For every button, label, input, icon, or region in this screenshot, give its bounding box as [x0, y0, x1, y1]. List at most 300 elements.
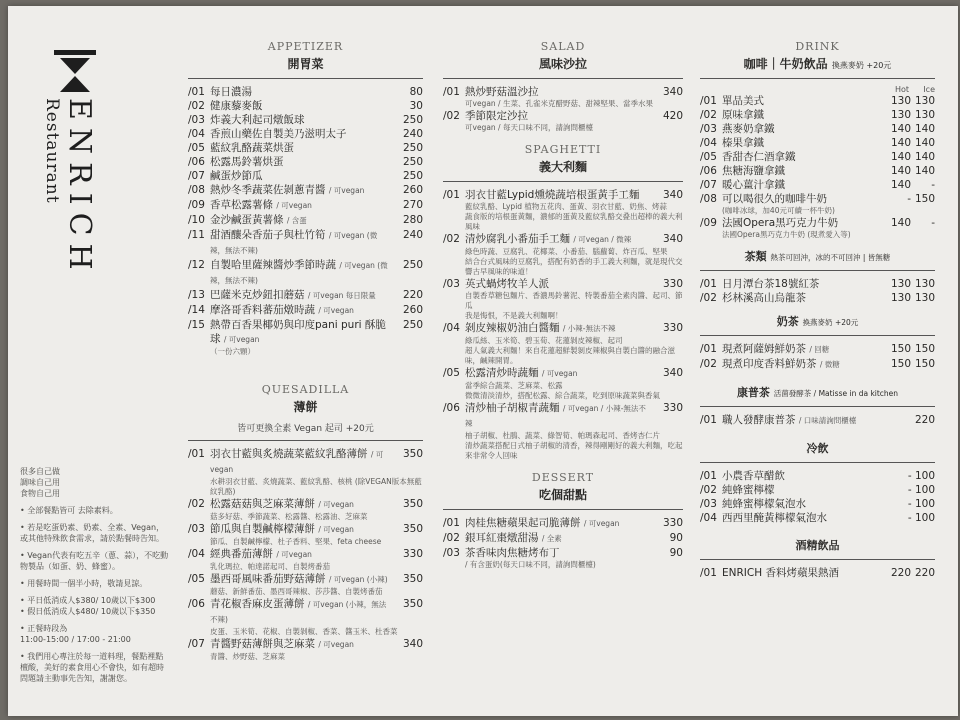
item-name	[722, 122, 887, 136]
item-description: 藍紋乳酪、Lypid 植物五花肉、蛋黃、羽衣甘藍、奶焦、烤蒜 蔬食版的培根蛋黃麵，濃郁的蛋黃及藍紋乳酪交叠出超棒的義大利風味	[465, 202, 683, 231]
column-1	[188, 40, 423, 662]
item-name-text: 巴薩米克炒鈕扣蘑菇	[210, 289, 305, 301]
menu-item-row	[700, 94, 935, 108]
divider	[700, 406, 935, 407]
item-number: /01	[188, 86, 205, 98]
item-tag: / 回糖	[809, 345, 830, 354]
item-price: 330	[662, 278, 683, 290]
item-name	[722, 511, 889, 525]
item-name	[210, 497, 389, 512]
item-tag: / 可vegan	[210, 450, 384, 474]
item-name	[465, 232, 649, 247]
hot-ice-header	[700, 85, 935, 94]
drink-heading-en: DRINK	[795, 40, 840, 53]
item-number: /02	[700, 484, 717, 496]
item-tag: / 可vegan	[276, 550, 312, 559]
item-price: 340	[662, 86, 683, 98]
menu-item-row	[700, 150, 935, 164]
item-number: /10	[188, 214, 205, 226]
item-price: 330	[662, 517, 683, 529]
item-tag: / 可vegan	[583, 519, 620, 528]
spaghetti-heading-en: SPAGHETTI	[524, 143, 602, 156]
menu-item-row	[700, 136, 935, 150]
item-name-text: ENRICH 香料烤蘋果熱酒	[722, 567, 839, 579]
item-name	[210, 228, 389, 258]
brand-name: ENRICH	[62, 98, 97, 278]
item-number: /08	[188, 184, 205, 196]
item-description: 皮蛋、玉米筍、花椒、自製剝椒、香菜、醬玉米、杜香菜	[210, 627, 398, 636]
item-name	[210, 522, 389, 537]
item-price-ice: 150	[914, 343, 935, 355]
item-number: /08	[700, 193, 717, 205]
item-description: 綠瓜絲、玉米筍、碧玉荀、花蓮剝皮辣椒、起司 超人氣義大利麵！來自花蓮超鮮製剝皮辣椒與自製白醬的融合滋味，鹹辣開胃。	[465, 336, 675, 365]
item-name-text: 西西里醃黃檸檬氣泡水	[722, 512, 827, 524]
item-number: /02	[188, 100, 205, 112]
item-price: - 100	[907, 512, 935, 524]
item-name-text: 清炒腐乳小番茄手工麵	[465, 233, 570, 245]
item-price-ice: 140	[914, 165, 935, 177]
item-name-text: 每日濃湯	[210, 86, 252, 98]
menu-item-row	[700, 216, 935, 230]
item-tag: / 可vegan (微辣，無法不辣)	[210, 261, 388, 285]
appetizer-heading-zh: 開胃菜	[287, 57, 324, 71]
tea-list	[700, 277, 935, 305]
item-price: 340	[402, 638, 423, 650]
item-price: 330	[402, 548, 423, 560]
item-name	[465, 531, 649, 546]
drink-zh-note: 換燕麥奶 +20元	[831, 61, 892, 70]
item-price: 340	[662, 189, 683, 201]
item-name-text: 焦糖海鹽拿鐵	[722, 165, 785, 177]
spaghetti-list	[443, 188, 683, 461]
item-name-text: 現煮阿薩姆鮮奶茶	[722, 343, 806, 355]
item-price: 220	[914, 414, 935, 426]
item-price: 260	[402, 304, 423, 316]
item-description: 蘑菇、新鮮番茄、墨西哥辣椒、莎莎醬、自製烤番茄	[210, 587, 383, 596]
dessert-heading-zh: 吃個甜點	[538, 488, 587, 502]
kombucha-note: 活菌發酵茶 / Matisse in da kitchen	[773, 389, 899, 398]
item-number: /05	[188, 573, 205, 585]
item-price-hot: 130	[890, 95, 911, 107]
item-name	[210, 288, 389, 303]
item-price-ice: 140	[914, 123, 935, 135]
item-number: /01	[443, 86, 460, 98]
menu-item-row	[188, 522, 423, 537]
item-tag: / 可vegan	[328, 186, 365, 195]
item-description: 菇多好菇、季節蔬菜、松露醬、松露油、芝麻菜	[210, 512, 368, 521]
item-name	[722, 342, 887, 357]
item-price-hot: 130	[890, 292, 911, 304]
item-price: 260	[402, 184, 423, 196]
alcohol-list	[700, 566, 935, 580]
item-name	[210, 318, 389, 347]
item-name	[465, 321, 649, 336]
salad-list	[443, 85, 683, 133]
item-name-text: 香煎山藥佐自製美乃滋明太子	[210, 128, 347, 140]
menu-item-row	[443, 85, 683, 99]
menu-item-row	[443, 546, 683, 560]
item-tag: / 可vegan	[318, 525, 354, 534]
drink-heading-zh	[700, 55, 935, 72]
item-name-text: 健康藜麥飯	[210, 100, 263, 112]
item-name-text: 肉桂焦糖蘋果起司脆薄餅	[465, 517, 581, 529]
item-number: /06	[188, 598, 205, 610]
item-name-text: 青醬野菇薄餅與芝麻菜	[210, 638, 315, 650]
menu-sheet	[8, 6, 958, 716]
item-price: 340	[662, 233, 683, 245]
item-name	[210, 99, 389, 113]
item-number: /09	[188, 199, 205, 211]
item-price: 250	[402, 319, 423, 331]
menu-item-row	[443, 232, 683, 247]
item-name	[465, 401, 649, 431]
item-name	[722, 497, 889, 511]
menu-item-row	[700, 566, 935, 580]
item-price-ice: -	[931, 217, 935, 229]
item-price-ice: -	[931, 179, 935, 191]
item-number: /01	[700, 278, 717, 290]
item-description: 綠色時蔬、豆腐乳、花椰菜、小番茄、腦蘿蔔、炸百瓜、堅果 結合台式風味的豆腐乳，搭配有奶香的手工義大利麵，就是現代交響古早風味的味道！	[465, 247, 683, 276]
item-name	[722, 277, 887, 291]
appetizer-last-desc: （一份六顆）	[210, 347, 255, 356]
item-name	[210, 213, 389, 228]
item-price: 250	[402, 114, 423, 126]
item-price: 420	[662, 110, 683, 122]
item-name	[722, 483, 889, 497]
menu-item-row	[700, 291, 935, 305]
menu-item-row	[188, 572, 423, 587]
item-name-text: 清炒柚子胡椒青蔬麵	[465, 402, 560, 414]
item-number: /02	[700, 358, 717, 370]
item-tag: / 可vegan	[318, 306, 354, 315]
menu-item-row	[188, 318, 423, 347]
item-number: /03	[188, 523, 205, 535]
menu-item-row	[443, 188, 683, 202]
item-name	[722, 413, 901, 428]
divider	[700, 270, 935, 271]
item-tag: / 可vegan / 微辣	[573, 235, 632, 244]
item-name	[210, 127, 389, 141]
item-price: - 100	[907, 498, 935, 510]
item-number: /03	[443, 278, 460, 290]
item-name-text: 松露清炒時蔬麵	[465, 367, 539, 379]
menu-item-row	[443, 401, 683, 431]
item-name-text: 藍紋乳酪蔬菜烘蛋	[210, 142, 294, 154]
appetizer-heading-en: APPETIZER	[267, 40, 344, 53]
item-name	[210, 113, 389, 127]
dessert-heading-en: DESSERT	[531, 471, 595, 484]
item-name-text: 自製哈里薩辣醬炒季節時蔬	[210, 259, 336, 271]
item-price: 330	[662, 402, 683, 414]
menu-item-row	[700, 192, 935, 206]
item-number: /02	[188, 498, 205, 510]
item-name	[210, 303, 389, 318]
item-name-text: 青花椒香麻皮蛋薄餅	[210, 598, 305, 610]
item-description: 當季綜合蔬菜、芝麻菜、松露 微微清淡清炒，搭配松露、綜合蔬菜，吃到原味蔬菜與香氣	[465, 381, 660, 400]
item-name	[465, 516, 649, 531]
item-price: 340	[662, 367, 683, 379]
spaghetti-heading-zh: 義大利麵	[538, 160, 587, 174]
item-name	[210, 183, 389, 198]
menu-item-row	[443, 321, 683, 336]
item-price-ice: 150	[914, 358, 935, 370]
tea-zh-label: 茶類	[744, 250, 767, 263]
item-name-text: 日月潭台茶18號紅茶	[722, 278, 820, 290]
item-name-text: 單品美式	[722, 95, 764, 107]
item-description: (咖啡冰球，加40元可續一杯牛奶)	[722, 206, 835, 215]
item-price-hot: 140	[890, 137, 911, 149]
sidebar-note-item: • 正餐時段為 11:00-15:00 / 17:00 - 21:00	[20, 624, 131, 644]
item-price-hot: 140	[890, 217, 911, 229]
item-number: /05	[188, 142, 205, 154]
menu-item-row	[188, 183, 423, 198]
item-name-text: 現煮印度香料鮮奶茶	[722, 358, 817, 370]
item-number: /03	[700, 498, 717, 510]
item-name-text: 職人發酵康普茶	[722, 414, 796, 426]
cold-heading: 冷飲	[806, 442, 829, 455]
divider	[443, 181, 683, 182]
item-number: /01	[700, 95, 717, 107]
menu-item-row	[700, 178, 935, 192]
item-name-text: 摩洛哥香料蕃茄燉時蔬	[210, 304, 315, 316]
quesadilla-heading-en: QUESADILLA	[261, 383, 350, 396]
menu-item-row	[443, 109, 683, 123]
item-description: 節瓜、自製鹹檸檬、杜子香料、堅果、feta cheese	[210, 537, 382, 546]
item-number: /04	[188, 128, 205, 140]
item-number: /12	[188, 259, 205, 271]
menu-item-row	[188, 113, 423, 127]
item-number: /05	[700, 151, 717, 163]
item-price-hot: 220	[890, 567, 911, 579]
item-name	[722, 291, 887, 305]
sidebar-note-item: • 全部餐點皆可 去除素料。	[20, 506, 118, 515]
menu-item-row	[443, 531, 683, 546]
item-price-ice: 140	[914, 151, 935, 163]
menu-item-row	[188, 303, 423, 318]
item-tag: / 可vegan	[318, 500, 354, 509]
item-name	[210, 169, 389, 183]
menu-item-row	[188, 169, 423, 183]
item-price: 30	[409, 100, 423, 112]
quesadilla-note: 皆可更換全素 Vegan 起司 +20元	[237, 424, 374, 434]
menu-item-row	[188, 155, 423, 169]
kombucha-zh-label: 康普茶	[736, 386, 770, 399]
item-name	[210, 637, 389, 652]
menu-item-row	[188, 127, 423, 141]
item-number: /06	[443, 402, 460, 414]
item-tag: / 微糖	[819, 360, 840, 369]
item-name	[722, 469, 889, 483]
item-number: /03	[188, 114, 205, 126]
item-name	[210, 547, 389, 562]
menu-item-row	[443, 516, 683, 531]
item-description: 可vegan / 生菜、孔雀米克醋野菇、甜辣堅果、當季水果	[465, 99, 653, 108]
item-name-text: 經典番茄薄餅	[210, 548, 273, 560]
item-price: 250	[402, 259, 423, 271]
menu-item-row	[188, 258, 423, 288]
milktea-heading	[700, 313, 935, 329]
item-name-text: 可以喝很久的咖啡牛奶	[722, 193, 827, 205]
item-number: /13	[188, 289, 205, 301]
hot-label: Hot	[894, 85, 909, 94]
divider	[443, 78, 683, 79]
item-description: / 有含蛋奶(每天口味不同，請詢問櫃檯)	[465, 560, 596, 569]
item-price: 350	[402, 523, 423, 535]
item-name	[722, 216, 887, 230]
item-price: 240	[402, 229, 423, 241]
item-price: 350	[402, 598, 423, 610]
item-name-text: 法國Opera黑巧克力牛奶	[722, 217, 839, 229]
item-name-text: 節瓜與自製鹹檸檬薄餅	[210, 523, 315, 535]
item-number: /02	[443, 532, 460, 544]
item-name-text: 季節限定沙拉	[465, 110, 528, 122]
sidebar-note-item: • 我們用心專注於每一道料理，餐點裡點檀酸，美好的素食用心不會快，如有超時問題請主動事先告知，謝謝您。	[20, 652, 164, 683]
menu-item-row	[188, 547, 423, 562]
menu-item-row	[443, 366, 683, 381]
item-price: 240	[402, 128, 423, 140]
item-number: /02	[443, 110, 460, 122]
divider	[700, 559, 935, 560]
item-name	[465, 277, 649, 291]
item-price-hot: 140	[890, 165, 911, 177]
logo-icon	[50, 46, 100, 96]
item-number: /07	[188, 638, 205, 650]
drink-list	[700, 94, 935, 240]
item-name-text: 杉林溪高山烏龍茶	[722, 292, 806, 304]
item-tag: / 可vegan	[276, 201, 312, 210]
menu-item-row	[700, 342, 935, 357]
item-tag: / 可vegan 每日限量	[307, 291, 376, 300]
appetizer-list	[188, 85, 423, 347]
item-number: /02	[700, 109, 717, 121]
item-description: 法國Opera黑巧克力牛奶 (現煮愛入等)	[722, 230, 851, 239]
item-name	[210, 572, 389, 587]
item-price-hot: 150	[890, 343, 911, 355]
item-price: 350	[402, 498, 423, 510]
item-number: /04	[700, 137, 717, 149]
menu-item-row	[700, 357, 935, 372]
item-name	[722, 94, 887, 108]
item-name	[722, 164, 887, 178]
sidebar-note-item: • 若是吃蛋奶素、奶素、全素、Vegan，或其他特殊飲食需求，請於點餐時告知。	[20, 523, 165, 543]
menu-item-row	[700, 483, 935, 497]
item-number: /06	[188, 156, 205, 168]
item-price-hot: 140	[890, 179, 911, 191]
item-price-hot: -	[907, 193, 911, 205]
item-description: 水耕羽衣甘藍、炙燒蔬菜、藍紋乳酪、核桃 (除VEGAN版本無藍紋乳酪)	[210, 477, 422, 496]
item-name-text: 松露菇菇與芝麻菜薄餅	[210, 498, 315, 510]
divider	[700, 78, 935, 79]
item-name-text: 炸義大利起司燉飯球	[210, 114, 305, 126]
item-price-hot: 130	[890, 278, 911, 290]
item-number: /11	[188, 229, 205, 241]
menu-item-row	[188, 228, 423, 258]
item-name	[210, 155, 389, 169]
salad-heading-zh: 風味沙拉	[538, 57, 587, 71]
item-name-text: 剝皮辣椒奶油白醬麵	[465, 322, 560, 334]
sidebar-notes	[20, 466, 170, 690]
menu-item-row	[700, 164, 935, 178]
divider	[700, 335, 935, 336]
item-number: /01	[700, 414, 717, 426]
item-name-text: 鹹蛋炒節瓜	[210, 170, 263, 182]
item-price-hot: 130	[890, 109, 911, 121]
brand-block	[40, 46, 100, 278]
item-price: 270	[402, 199, 423, 211]
item-number: /01	[700, 343, 717, 355]
divider	[188, 78, 423, 79]
item-tag: / 可vegan / 小辣-無法不辣	[465, 404, 646, 428]
item-name	[465, 546, 649, 560]
item-name-text: 松露馬鈴薯烘蛋	[210, 156, 284, 168]
item-name	[210, 141, 389, 155]
item-name-text: 熱炒野菇溫沙拉	[465, 86, 539, 98]
item-price: 90	[669, 532, 683, 544]
item-description: 乳化瑪拉、帕達諾起司、自製烤番茄	[210, 562, 330, 571]
item-name-text: 墨西哥風味番茄野菇薄餅	[210, 573, 326, 585]
item-name	[210, 258, 389, 288]
menu-item-row	[700, 277, 935, 291]
item-tag: / 全素	[541, 534, 562, 543]
sidebar-note-item: • 用餐時間一個半小時，敬請見諒。	[20, 579, 148, 588]
item-price-ice: 130	[914, 109, 935, 121]
item-description: 可vegan / 每天口味不同，請詢問櫃檯	[465, 123, 593, 132]
dessert-list	[443, 516, 683, 570]
divider	[700, 462, 935, 463]
item-name	[722, 178, 887, 192]
menu-item-row	[188, 99, 423, 113]
menu-item-row	[700, 497, 935, 511]
item-number: /04	[188, 548, 205, 560]
item-price: 350	[402, 573, 423, 585]
item-name-text: 羽衣甘藍Lypid燻燒蔬培根蛋黃手工麵	[465, 189, 640, 201]
item-name	[210, 198, 389, 213]
item-name-text: 小農香草醋飲	[722, 470, 785, 482]
item-name-text: 純蜂蜜檸檬氣泡水	[722, 498, 806, 510]
item-price: 250	[402, 156, 423, 168]
divider	[443, 509, 683, 510]
item-number: /01	[700, 567, 717, 579]
item-price-hot: 140	[890, 123, 911, 135]
item-number: /02	[443, 233, 460, 245]
item-tag: / 可vegan	[223, 335, 260, 344]
item-name-text: 榛果拿鐵	[722, 137, 764, 149]
menu-item-row	[700, 122, 935, 136]
item-price-ice: 220	[914, 567, 935, 579]
sidebar-note-item: • Vegan代表有吃五辛（蔥、蒜），不吃動物製品（如蛋、奶、蜂蜜）。	[20, 551, 169, 571]
item-name	[210, 597, 389, 627]
menu-item-row	[188, 141, 423, 155]
item-description: 柚子胡椒、杜鵑、蔬菜、綠智筍、帕瑪森起司、香烤杏仁片 清炒蔬菜搭配日式柚子胡椒的清香，辣得剛剛好的義大利麵，吃起來非常令人回味	[465, 431, 683, 460]
item-price: - 100	[907, 484, 935, 496]
menu-item-row	[443, 277, 683, 291]
item-name-text: 銀耳紅棗燉甜湯	[465, 532, 539, 544]
item-number: /14	[188, 304, 205, 316]
menu-item-row	[700, 469, 935, 483]
item-name	[722, 566, 887, 580]
drink-zh-label: 咖啡｜牛奶飲品	[743, 57, 828, 71]
item-name	[722, 192, 887, 206]
item-price-hot: 150	[890, 358, 911, 370]
item-name-text: 熱炒冬季蔬菜佐剝蔥青醬	[210, 184, 326, 196]
item-price-ice: 130	[914, 278, 935, 290]
item-number: /01	[188, 448, 205, 460]
menu-item-row	[700, 108, 935, 122]
item-tag: / 小辣-無法不辣	[562, 324, 616, 333]
divider	[188, 440, 423, 441]
milktea-zh-label: 奶茶	[776, 315, 799, 328]
salad-heading-en: SALAD	[540, 40, 586, 53]
